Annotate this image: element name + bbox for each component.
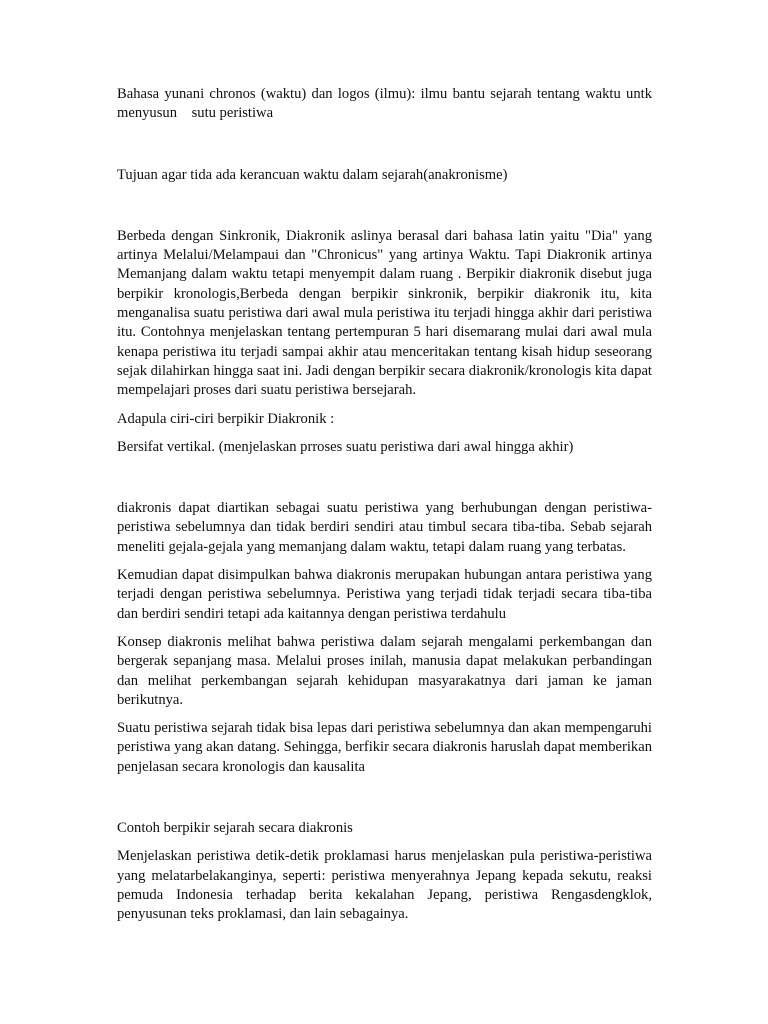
- paragraph-example-proclamation: Menjelaskan peristiwa detik-detik proklamasi harus menjelaskan pula peristiwa-peristiwa yang melatarbelakanginya, seperti: peristiwa menyerahnya Jepang kepada sekutu, reaksi pemuda Indonesia terhadap berita kekalahan Jepang, peristiwa Rengasdengklok, penyusunan teks proklamasi, dan lain sebagainya.: [117, 848, 652, 923]
- paragraph-diakronik-explanation: Berbeda dengan Sinkronik, Diakronik aslinya berasal dari bahasa latin yaitu "Dia" yang artinya Melalui/Melampaui dan "Chronicus" yang artinya Waktu. Tapi Diakronik artinya Memanjang dalam waktu tetapi menyempit dalam ruang . Berpikir diakronik disebut juga berpikir kronologis,Berbeda dengan berpikir sinkronik, berpikir diakronik itu, kita menganalisa suatu peristiwa dari awal mula peristiwa itu terjadi hingga akhir dari peristiwa itu. Contohnya menjelaskan tentang pertempuran 5 hari disemarang mulai dari awal mula kenapa peristiwa itu terjadi sampai akhir atau menceritakan tentang kisah hidup seseorang sejak dilahirkan hingga saat ini. Jadi dengan berpikir secara diakronik/kronologis kita dapat mempelajari proses dari suatu peristiwa bersejarah.: [117, 227, 663, 399]
- paragraph-example-heading: Contoh berpikir sejarah secara diakronis: [117, 820, 353, 837]
- document-page: [117, 85, 663, 925]
- paragraph-concept: Konsep diakronis melihat bahwa peristiwa dalam sejarah mengalami perkembangan dan bergerak sepanjang masa. Melalui proses inilah, manusia dapat melakukan perbandingan dan melihat perkembangan sejarah kehidupan masyarakatnya dari jaman ke jaman berikutnya.: [117, 633, 652, 708]
- paragraph-inseparable-events: Suatu peristiwa sejarah tidak bisa lepas dari peristiwa sebelumnya dan akan mempengaruhi peristiwa yang akan datang. Sehingga, berfikir secara diakronis haruslah dapat memberikan penjelasan secara kronologis dan kausalita: [117, 720, 652, 775]
- paragraph-diakronis-meaning: diakronis dapat diartikan sebagai suatu peristiwa yang berhubungan dengan peristiwa-peristiwa sebelumnya dan tidak berdiri sendiri atau timbul secara tiba-tiba. Sebab sejarah meneliti gejala-gejala yang memanjang dalam waktu, tetapi dalam ruang yang terbatas.: [117, 500, 652, 555]
- paragraph-characteristics-heading: Adapula ciri-ciri berpikir Diakronik :: [117, 410, 335, 427]
- paragraph-definition: Bahasa yunani chronos (waktu) dan logos (ilmu): ilmu bantu sejarah tentang waktu untk menyusun sutu peristiwa: [117, 86, 656, 122]
- paragraph-vertical: Bersifat vertikal. (menjelaskan prroses suatu peristiwa dari awal hingga akhir): [117, 438, 574, 455]
- paragraph-conclusion: Kemudian dapat disimpulkan bahwa diakronis merupakan hubungan antara peristiwa yang terjadi dengan peristiwa sebelumnya. Peristiwa yang terjadi tidak terjadi secara tiba-tiba dan berdiri sendiri tetapi ada kaitannya dengan peristiwa terdahulu: [117, 567, 652, 622]
- paragraph-purpose: Tujuan agar tida ada kerancuan waktu dalam sejarah(anakronisme): [117, 166, 508, 183]
